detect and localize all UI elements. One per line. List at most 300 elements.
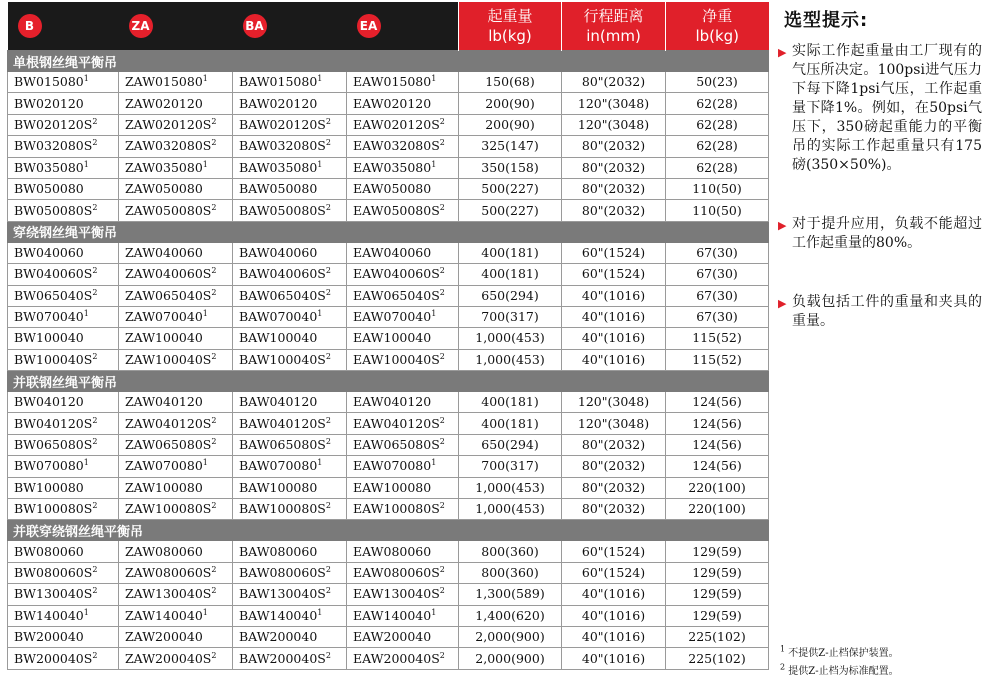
footnote-ref: 2	[439, 501, 445, 511]
header-za	[119, 2, 233, 51]
stroke-cell: 40"(1016)	[562, 349, 666, 370]
model-number: BW100040	[14, 330, 84, 346]
header-stroke-label: 行程距离	[583, 7, 644, 25]
model-ea-cell	[347, 136, 459, 157]
tip-item	[778, 42, 982, 175]
model-za-cell	[119, 541, 233, 562]
footnote-ref: 2	[325, 436, 331, 446]
model-number: ZAW050080	[125, 181, 203, 197]
model-number: BAW140040	[239, 607, 318, 623]
footnote-ref: 2	[439, 415, 445, 425]
table-row	[8, 328, 769, 349]
section-title: 穿绕钢丝绳平衡吊	[8, 221, 769, 242]
section-title: 并联穿绕钢丝绳平衡吊	[8, 520, 769, 541]
footnote-ref: 2	[211, 501, 217, 511]
model-za-cell	[119, 392, 233, 413]
model-number: BW032080S	[14, 138, 93, 154]
footnote-ref: 2	[439, 138, 445, 148]
model-number: BAW100040S	[239, 351, 326, 367]
lift-cell: 1,300(589)	[459, 584, 562, 605]
model-za-cell	[119, 136, 233, 157]
model-number: BAW100040	[239, 330, 318, 346]
model-number: ZAW015080	[125, 74, 203, 90]
header-lift-label: 起重量	[487, 7, 533, 25]
stroke-cell: 120"(3048)	[562, 93, 666, 114]
stroke-cell: 120"(3048)	[562, 413, 666, 434]
model-b-cell	[8, 605, 119, 626]
footnote-ref: 2	[211, 415, 217, 425]
footnote-ref: 2	[325, 650, 331, 660]
header-stroke-unit: in(mm)	[586, 27, 641, 45]
model-number: EAW100040	[353, 330, 432, 346]
header-lift	[459, 2, 562, 51]
model-za-cell	[119, 648, 233, 669]
stroke-cell: 40"(1016)	[562, 605, 666, 626]
stroke-cell: 60"(1524)	[562, 541, 666, 562]
model-number: BW040120S	[14, 415, 93, 431]
model-b-cell	[8, 456, 119, 477]
model-ba-cell	[233, 136, 347, 157]
footnote-ref: 2	[92, 436, 98, 446]
lift-cell: 700(317)	[459, 456, 562, 477]
model-number: BAW200040	[239, 629, 318, 645]
header-ea	[347, 2, 459, 51]
section-header-row	[8, 371, 769, 392]
model-number: EAW070040	[353, 309, 432, 325]
footnote-ref: 2	[325, 564, 331, 574]
model-number: ZAW100080S	[125, 501, 212, 517]
model-number: BW065040S	[14, 287, 93, 303]
series-badge-ea: EA	[357, 14, 381, 38]
model-number: ZAW070040	[125, 309, 203, 325]
model-b-cell	[8, 328, 119, 349]
model-number: BW200040S	[14, 650, 93, 666]
model-ea-cell	[347, 541, 459, 562]
model-number: ZAW130040S	[125, 586, 212, 602]
weight-cell: 67(30)	[666, 285, 769, 306]
model-b-cell	[8, 178, 119, 199]
footnote-ref: 1	[202, 308, 208, 318]
model-ea-cell	[347, 200, 459, 221]
model-number: BAW070080	[239, 458, 318, 474]
footnote-ref: 1	[202, 458, 208, 468]
model-number: EAW130040S	[353, 586, 440, 602]
footnote-ref: 2	[211, 564, 217, 574]
model-number: BAW065040S	[239, 287, 326, 303]
model-za-cell	[119, 413, 233, 434]
model-number: EAW040120S	[353, 415, 440, 431]
stroke-cell: 80"(2032)	[562, 434, 666, 455]
footnote-ref: 1	[431, 458, 437, 468]
footnote-ref: 2	[439, 351, 445, 361]
footnote-ref: 1	[431, 607, 437, 617]
model-b-cell	[8, 477, 119, 498]
footnote-ref: 2	[439, 436, 445, 446]
model-ba-cell	[233, 93, 347, 114]
stroke-cell: 80"(2032)	[562, 456, 666, 477]
model-number: ZAW020120	[125, 95, 203, 111]
model-ba-cell	[233, 541, 347, 562]
model-number: BW100080	[14, 479, 84, 495]
model-b-cell	[8, 541, 119, 562]
model-ea-cell	[347, 434, 459, 455]
footnote-ref: 1	[83, 607, 89, 617]
table-row	[8, 178, 769, 199]
model-za-cell	[119, 328, 233, 349]
model-b-cell	[8, 562, 119, 583]
model-za-cell	[119, 72, 233, 93]
footnote-ref: 1	[431, 308, 437, 318]
lift-cell: 200(90)	[459, 114, 562, 135]
model-b-cell	[8, 285, 119, 306]
model-number: BAW015080	[239, 74, 318, 90]
model-number: BW130040S	[14, 586, 93, 602]
model-b-cell	[8, 648, 119, 669]
table-row	[8, 605, 769, 626]
table-header-row	[8, 2, 769, 51]
model-number: ZAW040120S	[125, 415, 212, 431]
table-row	[8, 157, 769, 178]
model-number: BW140040	[14, 607, 84, 623]
table-row	[8, 477, 769, 498]
footnote-ref: 2	[211, 650, 217, 660]
model-number: ZAW040060	[125, 244, 203, 260]
model-number: ZAW065040S	[125, 287, 212, 303]
model-za-cell	[119, 456, 233, 477]
tip-text: 负载包括工件的重量和夹具的重量。	[792, 294, 982, 329]
lift-cell: 700(317)	[459, 306, 562, 327]
model-ea-cell	[347, 242, 459, 263]
lift-cell: 800(360)	[459, 541, 562, 562]
model-number: EAW035080	[353, 159, 432, 175]
header-weight-label: 净重	[702, 7, 733, 25]
weight-cell: 225(102)	[666, 648, 769, 669]
model-ea-cell	[347, 605, 459, 626]
tip-text: 对于提升应用，负载不能超过工作起重量的80%。	[792, 216, 982, 251]
stroke-cell: 60"(1524)	[562, 242, 666, 263]
footnote-ref: 2	[92, 138, 98, 148]
table-row	[8, 456, 769, 477]
model-number: ZAW035080	[125, 159, 203, 175]
model-ba-cell	[233, 605, 347, 626]
footnote-ref: 2	[211, 116, 217, 126]
model-number: EAW020120	[353, 95, 432, 111]
model-number: BW040060S	[14, 266, 93, 282]
tip-item	[778, 215, 982, 253]
footnote-ref: 2	[211, 586, 217, 596]
model-number: BW080060	[14, 543, 84, 559]
weight-cell: 220(100)	[666, 477, 769, 498]
table-row	[8, 200, 769, 221]
model-number: EAW065080S	[353, 437, 440, 453]
model-number: BAW100080	[239, 479, 318, 495]
table-row	[8, 285, 769, 306]
footnote-ref: 1	[317, 607, 323, 617]
model-number: EAW100080S	[353, 501, 440, 517]
footnote-text: 不提供Z-止档保护装置。	[788, 648, 899, 659]
spec-table-container	[7, 2, 768, 670]
weight-cell: 115(52)	[666, 328, 769, 349]
model-za-cell	[119, 157, 233, 178]
model-number: BAW065080S	[239, 437, 326, 453]
model-number: EAW100080	[353, 479, 432, 495]
model-b-cell	[8, 136, 119, 157]
model-ea-cell	[347, 285, 459, 306]
lift-cell: 1,000(453)	[459, 477, 562, 498]
footnote-ref: 1	[431, 159, 437, 169]
model-number: EAW050080	[353, 181, 432, 197]
model-number: ZAW200040S	[125, 650, 212, 666]
footnote-ref: 2	[325, 351, 331, 361]
lift-cell: 650(294)	[459, 434, 562, 455]
footnote-mark: 1	[780, 644, 786, 654]
model-za-cell	[119, 264, 233, 285]
model-ba-cell	[233, 242, 347, 263]
model-number: BAW040120S	[239, 415, 326, 431]
stroke-cell: 80"(2032)	[562, 136, 666, 157]
footnote-ref: 2	[211, 436, 217, 446]
stroke-cell: 80"(2032)	[562, 72, 666, 93]
model-number: EAW065040S	[353, 287, 440, 303]
footnote-ref: 2	[92, 415, 98, 425]
model-number: BAW020120S	[239, 116, 326, 132]
lift-cell: 150(68)	[459, 72, 562, 93]
model-number: EAW080060S	[353, 565, 440, 580]
model-b-cell	[8, 200, 119, 221]
model-za-cell	[119, 499, 233, 520]
stroke-cell: 80"(2032)	[562, 200, 666, 221]
model-ba-cell	[233, 434, 347, 455]
table-row	[8, 648, 769, 669]
model-ba-cell	[233, 392, 347, 413]
lift-cell: 1,000(453)	[459, 328, 562, 349]
weight-cell: 110(50)	[666, 178, 769, 199]
model-ba-cell	[233, 499, 347, 520]
model-ea-cell	[347, 114, 459, 135]
model-number: BW065080S	[14, 437, 93, 453]
model-za-cell	[119, 178, 233, 199]
model-ea-cell	[347, 562, 459, 583]
table-row	[8, 413, 769, 434]
model-ba-cell	[233, 200, 347, 221]
series-badge-ba: BA	[243, 14, 267, 38]
table-row	[8, 93, 769, 114]
footnote-ref: 2	[92, 116, 98, 126]
stroke-cell: 80"(2032)	[562, 178, 666, 199]
table-row	[8, 264, 769, 285]
lift-cell: 2,000(900)	[459, 626, 562, 647]
weight-cell: 50(23)	[666, 72, 769, 93]
stroke-cell: 40"(1016)	[562, 626, 666, 647]
model-number: BW050080S	[14, 202, 93, 218]
model-za-cell	[119, 306, 233, 327]
model-ea-cell	[347, 584, 459, 605]
model-za-cell	[119, 562, 233, 583]
lift-cell: 350(158)	[459, 157, 562, 178]
model-za-cell	[119, 626, 233, 647]
model-ea-cell	[347, 93, 459, 114]
model-number: EAW100040S	[353, 351, 440, 367]
triangle-right-icon: ▶	[778, 297, 787, 310]
model-number: BAW040120	[239, 394, 318, 410]
model-ba-cell	[233, 178, 347, 199]
section-header-row	[8, 51, 769, 72]
model-number: EAW020120S	[353, 116, 440, 132]
footnote-ref: 1	[431, 74, 437, 84]
model-number: BAW050080S	[239, 202, 326, 218]
lift-cell: 650(294)	[459, 285, 562, 306]
model-number: EAW070080	[353, 458, 432, 474]
model-number: BAW020120	[239, 95, 318, 111]
lift-cell: 1,000(453)	[459, 499, 562, 520]
model-ba-cell	[233, 349, 347, 370]
model-number: BW070080	[14, 458, 84, 474]
footnote-ref: 2	[211, 266, 217, 276]
model-za-cell	[119, 200, 233, 221]
model-number: BAW050080	[239, 181, 318, 197]
model-ea-cell	[347, 72, 459, 93]
model-ea-cell	[347, 178, 459, 199]
stroke-cell: 80"(2032)	[562, 477, 666, 498]
footnote-ref: 2	[439, 202, 445, 212]
header-ba	[233, 2, 347, 51]
header-weight-unit: lb(kg)	[695, 27, 740, 45]
model-ba-cell	[233, 648, 347, 669]
footnote	[780, 645, 984, 663]
footnote-ref: 1	[202, 159, 208, 169]
model-number: BAW200040S	[239, 650, 326, 666]
footnote-ref: 2	[439, 564, 445, 574]
model-number: EAW032080S	[353, 138, 440, 154]
model-number: EAW040060	[353, 244, 432, 260]
model-number: BW100080S	[14, 501, 93, 517]
footnote-ref: 2	[439, 116, 445, 126]
table-row	[8, 242, 769, 263]
model-number: BW040120	[14, 394, 84, 410]
table-body	[8, 51, 769, 670]
model-number: BAW032080S	[239, 138, 326, 154]
table-row	[8, 499, 769, 520]
footnote-ref: 2	[439, 586, 445, 596]
header-stroke	[562, 2, 666, 51]
footnote-ref: 2	[325, 138, 331, 148]
model-number: BW100040S	[14, 351, 93, 367]
model-ba-cell	[233, 477, 347, 498]
model-number: BW080060S	[14, 565, 93, 580]
footnote-ref: 2	[439, 287, 445, 297]
table-row	[8, 392, 769, 413]
model-b-cell	[8, 72, 119, 93]
model-ea-cell	[347, 157, 459, 178]
section-title: 并联钢丝绳平衡吊	[8, 371, 769, 392]
stroke-cell: 80"(2032)	[562, 499, 666, 520]
lift-cell: 1,400(620)	[459, 605, 562, 626]
weight-cell: 67(30)	[666, 306, 769, 327]
model-number: ZAW065080S	[125, 437, 212, 453]
model-ba-cell	[233, 285, 347, 306]
model-b-cell	[8, 499, 119, 520]
model-ba-cell	[233, 562, 347, 583]
footnote-ref: 2	[325, 501, 331, 511]
model-number: ZAW080060S	[125, 565, 212, 580]
model-za-cell	[119, 242, 233, 263]
model-ba-cell	[233, 157, 347, 178]
model-number: BAW035080	[239, 159, 318, 175]
footnote-ref: 2	[439, 266, 445, 276]
model-number: ZAW200040	[125, 629, 203, 645]
lift-cell: 400(181)	[459, 242, 562, 263]
lift-cell: 500(227)	[459, 200, 562, 221]
table-row	[8, 114, 769, 135]
tips-title: 选型提示:	[784, 10, 869, 31]
table-row	[8, 434, 769, 455]
header-b	[8, 2, 119, 51]
footnote-ref: 2	[92, 586, 98, 596]
model-b-cell	[8, 157, 119, 178]
model-number: BAW040060S	[239, 266, 326, 282]
tip-item	[778, 293, 982, 331]
lift-cell: 400(181)	[459, 264, 562, 285]
weight-cell: 225(102)	[666, 626, 769, 647]
footnote-ref: 2	[439, 650, 445, 660]
model-number: BW050080	[14, 181, 84, 197]
stroke-cell: 80"(2032)	[562, 157, 666, 178]
table-row	[8, 136, 769, 157]
footnote-ref: 2	[325, 202, 331, 212]
model-b-cell	[8, 242, 119, 263]
footnote-ref: 2	[325, 266, 331, 276]
weight-cell: 115(52)	[666, 349, 769, 370]
model-number: EAW050080S	[353, 202, 440, 218]
footnote-ref: 2	[92, 564, 98, 574]
stroke-cell: 60"(1524)	[562, 562, 666, 583]
model-ea-cell	[347, 413, 459, 434]
model-number: BW020120S	[14, 116, 93, 132]
model-b-cell	[8, 413, 119, 434]
table-row	[8, 306, 769, 327]
weight-cell: 129(59)	[666, 562, 769, 583]
table-row	[8, 626, 769, 647]
model-number: EAW200040S	[353, 650, 440, 666]
model-number: BAW100080S	[239, 501, 326, 517]
lift-cell: 1,000(453)	[459, 349, 562, 370]
model-ea-cell	[347, 392, 459, 413]
footnote-ref: 1	[83, 308, 89, 318]
table-row	[8, 72, 769, 93]
weight-cell: 62(28)	[666, 114, 769, 135]
model-number: ZAW040120	[125, 394, 203, 410]
series-badge-b: B	[18, 14, 42, 38]
model-za-cell	[119, 285, 233, 306]
weight-cell: 62(28)	[666, 136, 769, 157]
triangle-right-icon: ▶	[778, 46, 787, 59]
model-ea-cell	[347, 456, 459, 477]
lift-cell: 2,000(900)	[459, 648, 562, 669]
footnote-ref: 2	[325, 415, 331, 425]
model-b-cell	[8, 264, 119, 285]
model-b-cell	[8, 584, 119, 605]
model-number: BAW130040S	[239, 586, 326, 602]
header-weight	[666, 2, 769, 51]
table-row	[8, 562, 769, 583]
weight-cell: 129(59)	[666, 541, 769, 562]
footnote-ref: 1	[317, 308, 323, 318]
model-ba-cell	[233, 114, 347, 135]
model-ba-cell	[233, 626, 347, 647]
model-ba-cell	[233, 306, 347, 327]
footnote-ref: 2	[92, 202, 98, 212]
model-b-cell	[8, 434, 119, 455]
